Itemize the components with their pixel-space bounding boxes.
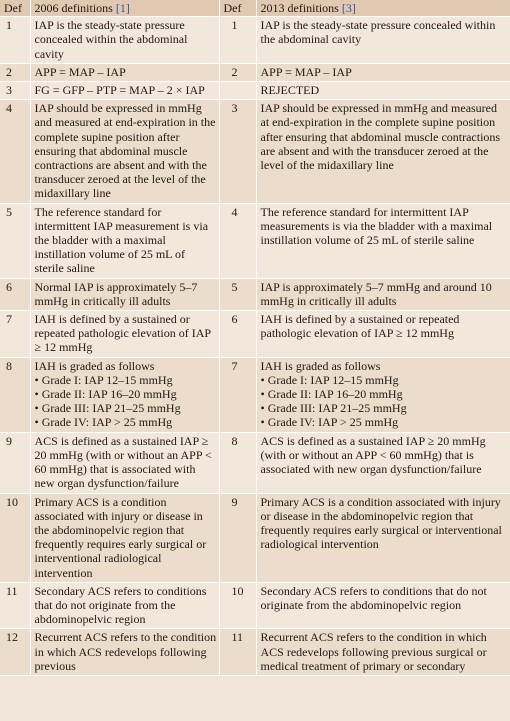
table-row xyxy=(0,493,510,582)
definition-2013 xyxy=(256,278,510,310)
definition-2013 xyxy=(256,432,510,493)
table-row xyxy=(0,100,510,203)
definition-2013 xyxy=(256,493,510,582)
definition-2013 xyxy=(256,357,510,432)
grade-item: • Grade II: IAP 16–20 mmHg xyxy=(34,387,177,402)
definition-2006-text: IAH is defined by a sustained or repeated pathologic elevation of IAP ≥ 12 mmHg xyxy=(34,312,211,355)
definition-2006-text: APP = MAP – IAP xyxy=(34,64,126,79)
header-2006-title: 2006 definitions xyxy=(34,1,113,15)
def-number-2006: 1 xyxy=(0,17,30,64)
table-row xyxy=(0,82,510,100)
definition-2013-text: IAP should be expressed in mmHg and measured at end-expiration in the complete supine position after ensuring that abdominal muscle contractions are absent and with the transducer zeroed at the level of the midaxillary line xyxy=(260,101,501,173)
grade-item: • Grade III: IAP 21–25 mmHg xyxy=(34,401,181,416)
definition-2013 xyxy=(256,82,510,100)
definition-2006-text: Secondary ACS refers to conditions that do not originate from the abdominopelvic region xyxy=(34,583,207,627)
def-number-2013: 4 xyxy=(219,203,256,278)
grade-item: • Grade IV: IAP > 25 mmHg xyxy=(34,415,173,430)
table-row xyxy=(0,311,510,358)
definition-2006-text: IAH is graded as follows xyxy=(34,358,155,373)
definition-2006-text: Normal IAP is approximately 5–7 mmHg in critically ill adults xyxy=(34,279,198,308)
header-2013-definitions xyxy=(256,0,510,17)
table-row xyxy=(0,357,510,432)
definition-2013-text: IAH is graded as follows xyxy=(260,358,381,373)
definition-2013-text: Primary ACS is a condition associated with injury or disease in the abdominopelvic region that frequently requires early surgical or interventional radiological intervention xyxy=(260,494,502,552)
definition-2013-text: IAH is defined by a sustained or repeated pathologic elevation of IAP ≥ 12 mmHg xyxy=(260,312,460,341)
grade-item: • Grade IV: IAP > 25 mmHg xyxy=(260,415,399,430)
definition-2006-text: IAP is the steady-state pressure concealed within the abdominal cavity xyxy=(34,18,188,61)
def-number-2013: 1 xyxy=(219,17,256,64)
definition-2006 xyxy=(30,582,219,629)
definition-2013-text: APP = MAP – IAP xyxy=(260,64,352,79)
table-header-row xyxy=(0,0,510,17)
definition-2013-text: Recurrent ACS refers to the condition in which ACS redevelops following previous surgical or medical treatment of primary or secondary xyxy=(260,630,487,673)
definition-2013 xyxy=(256,100,510,203)
definition-2013 xyxy=(256,582,510,629)
header-2006-definitions xyxy=(30,0,219,17)
def-number-2013: 6 xyxy=(219,311,256,358)
def-number-2013 xyxy=(219,82,256,100)
def-number-2006: 8 xyxy=(0,357,30,432)
def-number-2006: 4 xyxy=(0,100,30,203)
header-2013-title: 2013 definitions xyxy=(260,1,339,15)
header-def-2006: Def xyxy=(0,0,30,17)
definition-2006-text: ACS is defined as a sustained IAP ≥ 20 mmHg (with or without an APP < 60 mmHg) that is associated with new organ dysfunction/failure xyxy=(34,433,212,491)
definition-2006-text: IAP should be expressed in mmHg and measured at end-expiration in the complete supine position after ensuring that abdominal muscle contractions are absent and with the transducer zeroed at the level of the midaxillary line xyxy=(34,101,216,201)
definition-2006 xyxy=(30,629,219,676)
definition-2006 xyxy=(30,100,219,203)
definition-2013-text: Secondary ACS refers to conditions that do not originate from the abdominopelvic region xyxy=(260,583,487,612)
table-row xyxy=(0,203,510,278)
definition-2013-text: IAP is the steady-state pressure concealed within the abdominal cavity xyxy=(260,18,496,47)
table-row xyxy=(0,432,510,493)
def-number-2006: 3 xyxy=(0,82,30,100)
def-number-2006: 2 xyxy=(0,63,30,81)
table-row xyxy=(0,278,510,310)
def-number-2006: 12 xyxy=(0,629,30,676)
definition-2013-text: IAP is approximately 5–7 mmHg and around 10 mmHg in critically ill adults xyxy=(260,279,492,308)
grade-item: • Grade II: IAP 16–20 mmHg xyxy=(260,387,403,402)
definition-2013-text: ACS is defined as a sustained IAP ≥ 20 mmHg (with or without an APP < 60 mmHg) that is associated with new organ dysfunction/failure xyxy=(260,433,486,477)
def-number-2013: 3 xyxy=(219,100,256,203)
definition-2006 xyxy=(30,432,219,493)
def-number-2013: 11 xyxy=(219,629,256,676)
def-number-2013: 10 xyxy=(219,582,256,629)
def-number-2013: 8 xyxy=(219,432,256,493)
def-number-2006: 6 xyxy=(0,278,30,310)
definition-2013 xyxy=(256,629,510,676)
definition-2013 xyxy=(256,17,510,64)
grade-item: • Grade I: IAP 12–15 mmHg xyxy=(34,372,173,387)
definition-2006-text: FG = GFP – PTP = MAP – 2 × IAP xyxy=(34,83,205,98)
def-number-2013: 9 xyxy=(219,493,256,582)
definition-2013 xyxy=(256,311,510,358)
definition-2013 xyxy=(256,203,510,278)
definition-2006-text: The reference standard for intermittent IAP measurement is via the bladder with a maximal instillation volume of 25 mL of sterile saline xyxy=(34,204,209,276)
definition-2013-text: The reference standard for intermittent IAP measurements is via the bladder with a maximal instillation volume of 25 mL of sterile saline xyxy=(260,204,493,248)
citation-link-2013[interactable]: [3] xyxy=(341,1,356,15)
def-number-2013: 7 xyxy=(219,357,256,432)
table-row xyxy=(0,63,510,81)
header-def-2013: Def xyxy=(219,0,256,17)
definition-2013-text: REJECTED xyxy=(260,83,320,98)
definition-2006 xyxy=(30,278,219,310)
table-row xyxy=(0,629,510,676)
definition-2006-text: Recurrent ACS refers to the condition in which ACS redevelops following previous xyxy=(34,630,217,673)
table-row xyxy=(0,17,510,64)
def-number-2006: 10 xyxy=(0,493,30,582)
grade-item: • Grade III: IAP 21–25 mmHg xyxy=(260,401,407,416)
definition-2006 xyxy=(30,63,219,81)
def-number-2006: 7 xyxy=(0,311,30,358)
def-number-2006: 9 xyxy=(0,432,30,493)
definition-2006-text: Primary ACS is a condition associated with injury or disease in the abdominopelvic region that frequently requires early surgical or interventional radiological intervention xyxy=(34,494,207,580)
definition-2006 xyxy=(30,203,219,278)
citation-link-2006[interactable]: [1] xyxy=(115,1,130,15)
def-number-2006: 5 xyxy=(0,203,30,278)
definition-2013 xyxy=(256,63,510,81)
def-number-2013: 2 xyxy=(219,63,256,81)
definition-2006 xyxy=(30,82,219,100)
def-number-2006: 11 xyxy=(0,582,30,629)
table-row xyxy=(0,582,510,629)
definition-2006 xyxy=(30,357,219,432)
grade-item: • Grade I: IAP 12–15 mmHg xyxy=(260,372,399,387)
definition-2006 xyxy=(30,311,219,358)
definition-2006 xyxy=(30,17,219,64)
def-number-2013: 5 xyxy=(219,278,256,310)
definition-2006 xyxy=(30,493,219,582)
